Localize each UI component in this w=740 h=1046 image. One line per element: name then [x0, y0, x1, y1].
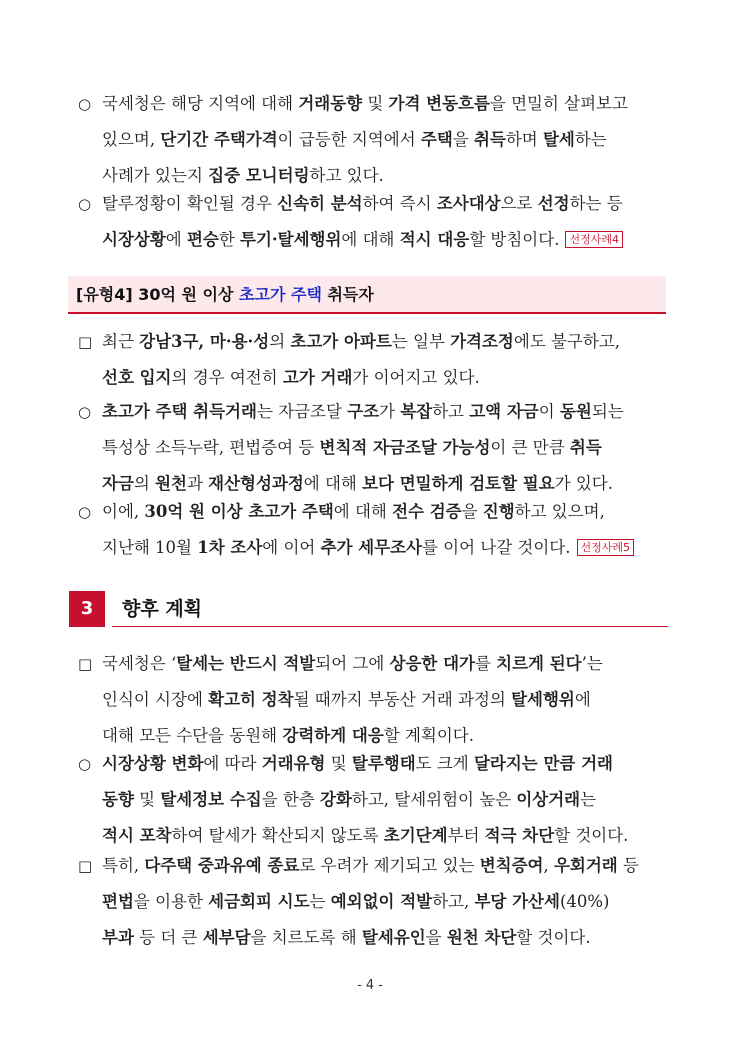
- paragraph-line: [102, 438, 602, 457]
- text-run: 강남3구, 마·용·성: [139, 332, 270, 351]
- text-run: 단기간 주택가격: [160, 130, 278, 149]
- text-run: 에도 불구하고,: [513, 332, 620, 351]
- text-run: 취득: [473, 130, 506, 149]
- text-run: 이 큰 만큼: [490, 438, 570, 457]
- text-run: 의: [269, 332, 291, 351]
- paragraph-market-change: [78, 746, 678, 854]
- paragraph-line: [102, 502, 605, 521]
- text-run: 는 자금조달: [256, 402, 348, 421]
- paragraph-line: [102, 690, 591, 709]
- paragraph-line: [102, 94, 628, 113]
- paragraph-line: [102, 538, 571, 557]
- text-run: 탈세는 반드시 적발: [176, 654, 316, 673]
- paragraph-line: [102, 892, 610, 911]
- text-run: 및: [133, 790, 161, 809]
- paragraph-verification: [78, 494, 678, 566]
- text-run: 조사대상: [436, 194, 501, 213]
- text-run: 에 대해: [341, 230, 400, 249]
- text-run: 투기·탈세행위: [240, 230, 342, 249]
- text-run: 및: [325, 754, 352, 773]
- paragraph-line: [102, 332, 620, 351]
- text-run: (40%): [559, 892, 610, 911]
- text-run: 확고히 정착: [208, 690, 294, 709]
- text-run: 자금: [102, 474, 134, 493]
- text-run: 동향: [102, 790, 134, 809]
- text-run: 도 크게: [415, 754, 474, 773]
- text-run: 에: [165, 230, 187, 249]
- paragraph-funding: [78, 394, 678, 502]
- paragraph-line: [102, 130, 607, 149]
- text-run: 시장상황 변화: [102, 754, 204, 773]
- text-run: 을 치르도록 해: [250, 928, 362, 947]
- text-run: 주택: [420, 130, 453, 149]
- text-run: 예외없이 적발: [330, 892, 433, 911]
- text-run: 의 경우 여전히: [171, 368, 283, 387]
- text-run: 추가 세무조사: [320, 538, 422, 557]
- text-run: 보다 면밀하게 검토할 필요: [362, 474, 555, 493]
- text-run: 는 일부: [391, 332, 451, 351]
- text-run: 재산형성과정: [208, 474, 304, 493]
- paragraph-line: [102, 402, 624, 421]
- text-run: 을 면밀히 살펴보고: [489, 94, 628, 113]
- text-run: 초고가 아파트: [290, 332, 392, 351]
- text-run: 하여 탈세가 확산되지 않도록: [171, 826, 384, 845]
- section-number: 3: [69, 591, 105, 627]
- text-run: 과: [186, 474, 209, 493]
- circle-bullet: ○: [78, 755, 92, 773]
- type4-highlight: 초고가 주택: [239, 285, 322, 304]
- paragraph-line: [102, 754, 613, 773]
- text-run: 는: [580, 790, 597, 809]
- text-run: 부터: [447, 826, 485, 845]
- circle-bullet: ○: [78, 95, 92, 113]
- text-run: 가격 변동흐름: [388, 94, 490, 113]
- text-run: 있으며,: [102, 130, 161, 149]
- text-run: 원천 차단: [446, 928, 517, 947]
- text-run: 치르게 된다: [496, 654, 582, 673]
- text-run: 이 급등한 지역에서: [277, 130, 421, 149]
- text-run: 에: [574, 690, 591, 709]
- paragraph-line: [102, 230, 559, 249]
- text-run: 거래동향: [298, 94, 363, 113]
- text-run: 선호 입지: [102, 368, 172, 387]
- text-run: 시장상황: [102, 230, 166, 249]
- type4-heading: [유형4] 30억 원 이상 초고가 주택 취득자: [76, 285, 374, 304]
- text-run: 고액 자금: [469, 402, 539, 421]
- paragraph-evasion: [78, 848, 678, 956]
- text-run: 하며: [505, 130, 543, 149]
- text-run: 거래유형: [261, 754, 326, 773]
- paragraph-line: [102, 856, 639, 875]
- text-run: 로 우려가 제기되고 있는: [299, 856, 480, 875]
- text-run: 세부담: [202, 928, 251, 947]
- text-run: 원천: [155, 474, 187, 493]
- text-run: 초기단계: [383, 826, 448, 845]
- text-run: 탈세: [542, 130, 575, 149]
- text-run: 가: [379, 402, 401, 421]
- text-run: 특히,: [102, 856, 145, 875]
- text-run: 강화: [320, 790, 352, 809]
- square-bullet: □: [78, 333, 93, 351]
- paragraph-line: [102, 726, 474, 745]
- page-number: - 4 -: [357, 978, 383, 993]
- paragraph-line: [102, 194, 623, 213]
- text-run: 선정: [537, 194, 570, 213]
- text-run: 하고,: [432, 892, 475, 911]
- text-run: 인식이 시장에: [102, 690, 209, 709]
- text-run: 이: [538, 402, 560, 421]
- text-run: 할 방침이다.: [469, 230, 560, 249]
- text-run: 탈세유인: [361, 928, 426, 947]
- text-run: 적시 대응: [399, 230, 470, 249]
- text-run: 등: [617, 856, 639, 875]
- text-run: 탈루행태: [351, 754, 416, 773]
- text-run: 집중 모니터링: [208, 166, 310, 185]
- text-run: 다주택 중과유예 종료: [144, 856, 300, 875]
- text-run: 등 더 큰: [133, 928, 203, 947]
- text-run: 는: [309, 892, 331, 911]
- case-tag: 선정사례5: [577, 539, 635, 556]
- text-run: 고가 거래: [282, 368, 353, 387]
- text-run: 최근: [102, 332, 140, 351]
- text-run: 및: [362, 94, 389, 113]
- text-run: 탈세정보 수집: [160, 790, 262, 809]
- text-run: 이상거래: [516, 790, 581, 809]
- text-run: 가 있다.: [554, 474, 613, 493]
- text-run: 대해 모든 수단을 동원해: [102, 726, 283, 745]
- text-run: 강력하게 대응: [282, 726, 384, 745]
- text-run: 상응한 대가: [389, 654, 475, 673]
- text-run: 적극 차단: [484, 826, 555, 845]
- text-run: 하고 있다.: [309, 166, 384, 185]
- text-run: 국세청은 ‘: [102, 654, 177, 673]
- text-run: 하는: [574, 130, 607, 149]
- text-run: 하는 등: [569, 194, 623, 213]
- text-run: 을: [452, 130, 474, 149]
- square-bullet: □: [78, 655, 93, 673]
- text-run: 전수 검증: [392, 502, 462, 521]
- text-run: 에 따라: [203, 754, 262, 773]
- text-run: 한: [218, 230, 241, 249]
- text-run: 부과: [102, 928, 134, 947]
- text-run: 복잡: [400, 402, 433, 421]
- text-run: 하고, 탈세위험이 높은: [351, 790, 517, 809]
- text-run: 신속히 분석: [277, 194, 363, 213]
- text-run: 할 것이다.: [516, 928, 591, 947]
- paragraph-line: [102, 474, 613, 493]
- text-run: 사례가 있는지: [102, 166, 209, 185]
- paragraph-line: [102, 826, 628, 845]
- case-tag: 선정사례4: [565, 231, 623, 248]
- text-run: 되어 그에: [315, 654, 390, 673]
- paragraph-gangnam: [78, 324, 678, 396]
- text-run: 변칙증여: [479, 856, 544, 875]
- paragraph-line: [102, 654, 603, 673]
- text-run: 가 이어지고 있다.: [352, 368, 480, 387]
- text-run: 달라지는 만큼 거래: [473, 754, 613, 773]
- text-run: 특성상 소득누락, 편법증여 등: [102, 438, 320, 457]
- section-divider: [112, 626, 668, 627]
- text-run: 할 계획이다.: [383, 726, 474, 745]
- text-run: 의: [133, 474, 156, 493]
- text-run: 을 한층: [261, 790, 321, 809]
- paragraph-line: [102, 368, 480, 387]
- paragraph-monitoring: [78, 86, 678, 194]
- paragraph-line: [102, 928, 591, 947]
- type4-heading-box: [68, 276, 666, 314]
- paragraph-plan: [78, 646, 678, 754]
- text-run: 구조: [347, 402, 380, 421]
- text-run: 을: [461, 502, 483, 521]
- text-run: ’는: [581, 654, 603, 673]
- text-run: 할 것이다.: [554, 826, 629, 845]
- text-run: 편승: [186, 230, 219, 249]
- section-title: 향후 계획: [122, 598, 203, 620]
- text-run: 30억 원 이상 초고가 주택: [144, 502, 334, 521]
- text-run: 에 이어: [262, 538, 321, 557]
- text-run: 초고가 주택 취득거래: [102, 402, 257, 421]
- text-run: 지난해 10월: [102, 538, 198, 557]
- text-run: 우회거래: [553, 856, 618, 875]
- text-run: 1차 조사: [197, 538, 263, 557]
- text-run: 편법: [102, 892, 134, 911]
- text-run: 하여 즉시: [362, 194, 437, 213]
- text-run: 탈루정황이 확인될 경우: [102, 194, 278, 213]
- text-run: 가격조정: [450, 332, 514, 351]
- text-run: 하고 있으며,: [514, 502, 605, 521]
- text-run: 변칙적 자금조달 가능성: [319, 438, 491, 457]
- text-run: 되는: [591, 402, 624, 421]
- text-run: 을 이용한: [133, 892, 209, 911]
- circle-bullet: ○: [78, 503, 92, 521]
- text-run: 에 대해: [333, 502, 393, 521]
- text-run: 를 이어 나갈 것이다.: [422, 538, 571, 557]
- circle-bullet: ○: [78, 403, 92, 421]
- text-run: 세금회피 시도: [208, 892, 310, 911]
- text-run: 취득: [569, 438, 602, 457]
- text-run: 적시 포착: [102, 826, 172, 845]
- text-run: 진행: [482, 502, 515, 521]
- text-run: ,: [543, 856, 554, 875]
- circle-bullet: ○: [78, 195, 92, 213]
- text-run: 될 때까지 부동산 거래 과정의: [293, 690, 512, 709]
- text-run: 국세청은 해당 지역에 대해: [102, 94, 299, 113]
- text-run: 에 대해: [303, 474, 363, 493]
- square-bullet: □: [78, 857, 93, 875]
- paragraph-line: [102, 166, 384, 185]
- paragraph-response: [78, 186, 678, 258]
- text-run: 하고: [432, 402, 470, 421]
- text-run: 를: [474, 654, 497, 673]
- text-run: 동원: [559, 402, 592, 421]
- text-run: 탈세행위: [511, 690, 575, 709]
- text-run: 을: [425, 928, 447, 947]
- text-run: 으로: [500, 194, 538, 213]
- text-run: 이에,: [102, 502, 145, 521]
- paragraph-line: [102, 790, 596, 809]
- text-run: 부당 가산세: [474, 892, 560, 911]
